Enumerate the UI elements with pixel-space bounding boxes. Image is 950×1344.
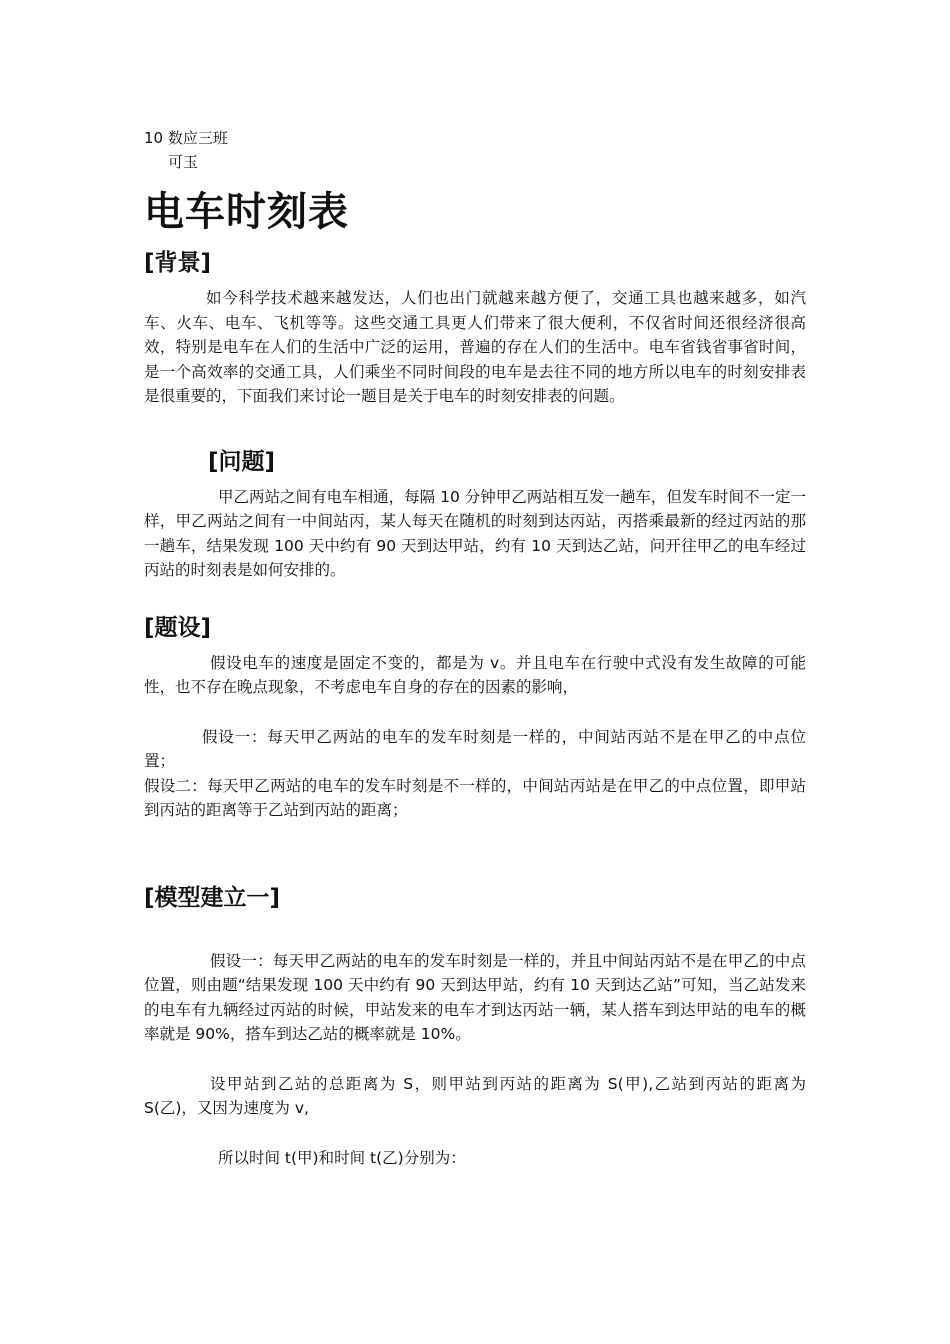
document-body [144,126,806,1170]
paragraph-model-one-distance: 设甲站到乙站的总距离为 S，则甲站到丙站的距离为 S(甲),乙站到丙站的距离为 S(乙)，又因为速度为 v, [144,1074,806,1117]
author-name: 可玉 [168,153,199,171]
paragraph-model-one-intro: 假设一：每天甲乙两站的电车的发车时刻是一样的，并且中间站丙站不是在甲乙的中点位置，则由题“结果发现 100 天中约有 90 天到达甲站，约有 10 天到达乙站”可知，当乙站发来的电车有九辆经过丙站的时候，甲站发来的电车才到达丙站一辆，某人搭车到达甲站的电车的概率就是 90%，搭车到达乙站的概率就是 10%。 [144,951,806,1043]
heading-problem: [问题] [208,448,276,475]
paragraph-assumptions: 假设电车的速度是固定不变的，都是为 v。并且电车在行驶中式没有发生故障的可能性，也不存在晚点现象，不考虑电车自身的存在的因素的影响， [144,653,806,696]
heading-assumptions: [题设] [144,614,212,641]
class-line: 10 数应三班 [144,129,228,147]
heading-background: [背景] [144,250,212,276]
assumption-two: 假设二：每天甲乙两站的电车的发车时刻是不一样的，中间站丙站是在甲乙的中点位置，即甲站到丙站的距离等于乙站到丙站的距离； [144,776,806,819]
assumption-one: 假设一：每天甲乙两站的电车的发车时刻是一样的，中间站丙站不是在甲乙的中点位置； [144,727,806,770]
paragraph-problem: 甲乙两站之间有电车相通，每隔 10 分钟甲乙两站相互发一趟车，但发车时间不一定一样，甲乙两站之间有一中间站丙，某人每天在随机的时刻到达丙站，丙搭乘最新的经过丙站的那一趟车，结果发现 100 天中约有 90 天到达甲站，约有 10 天到达乙站，问开往甲乙的电车经过丙站的时刻表是如何安排的。 [144,487,806,579]
paragraph-background: 如今科学技术越来越发达，人们也出门就越来越方便了，交通工具也越来越多，如汽车、火车、电车、飞机等等。这些交通工具更人们带来了很大便利，不仅省时间还很经济很高效，特别是电车在人们的生活中广泛的运用，普遍的存在人们的生活中。电车省钱省事省时间，是一个高效率的交通工具，人们乘坐不同时间段的电车是去往不同的地方所以电车的时刻安排表是很重要的，下面我们来讨论一题目是关于电车的时刻安排表的问题。 [144,289,806,405]
paragraph-model-one-time: 所以时间 t(甲)和时间 t(乙)分别为： [218,1148,466,1167]
heading-model-one: [模型建立一] [144,884,281,911]
document-title: 电车时刻表 [144,189,349,235]
